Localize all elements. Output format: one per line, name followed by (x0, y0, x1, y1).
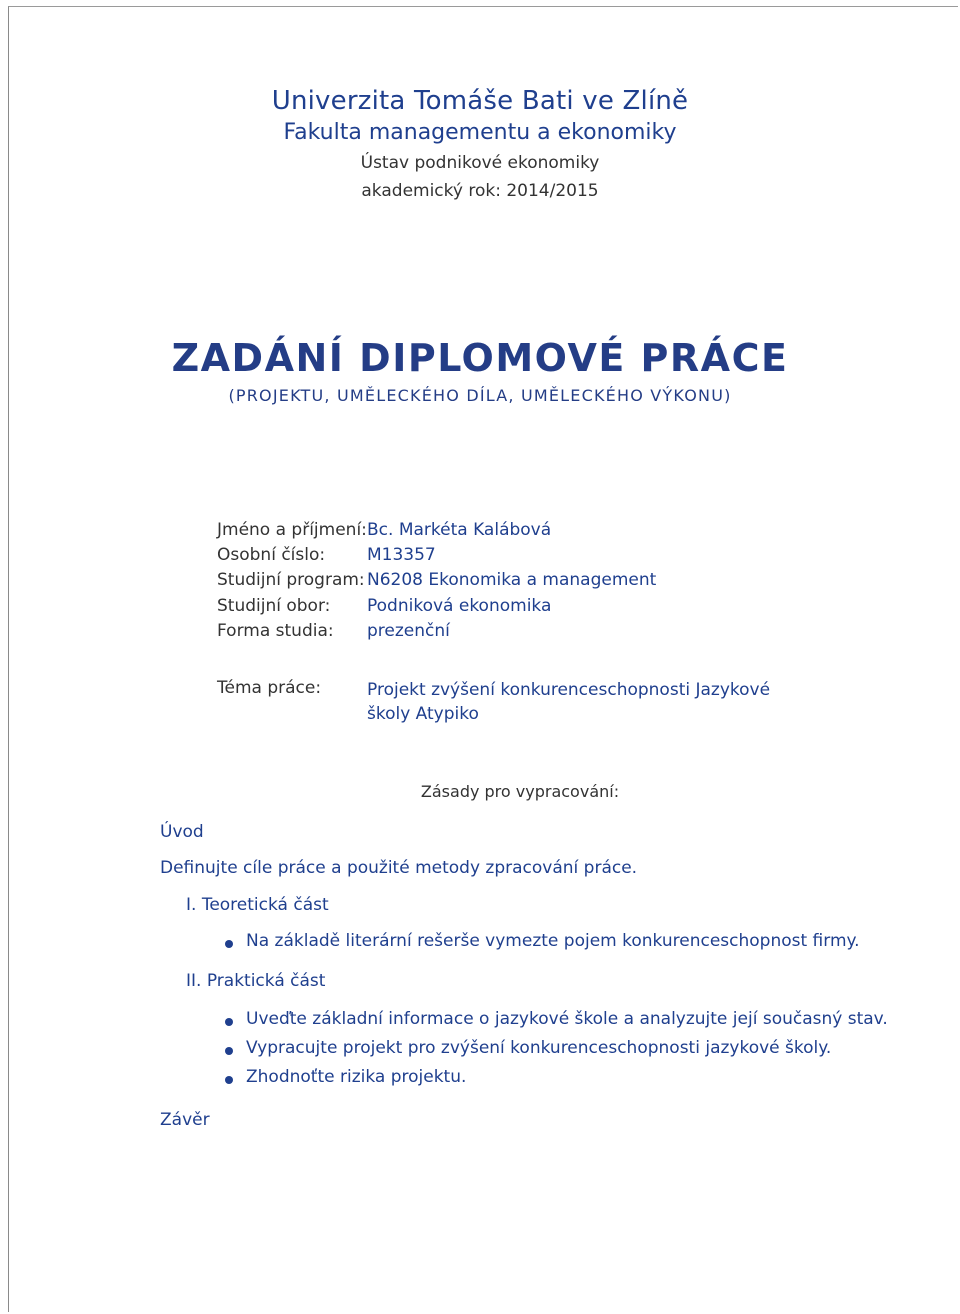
name-value: Bc. Markéta Kalábová (367, 520, 552, 540)
bullet-icon (225, 1018, 233, 1026)
form-value: prezenční (367, 621, 450, 641)
field-value: Podniková ekonomika (367, 596, 552, 616)
bullet-icon (225, 1076, 233, 1084)
part2-item: Zhodnoťte rizika projektu. (246, 1067, 467, 1087)
conclusion-heading: Závěr (160, 1110, 210, 1130)
part2-item: Vypracujte projekt pro zvýšení konkurenceschopnosti jazykové školy. (246, 1038, 832, 1058)
academic-year: akademický rok: 2014/2015 (361, 181, 599, 201)
intro-heading: Úvod (160, 822, 204, 842)
id-value: M13357 (367, 545, 436, 565)
document-subtitle: (PROJEKTU, UMĚLECKÉHO DÍLA, UMĚLECKÉHO VÝKONU) (228, 386, 732, 405)
name-label: Jméno a příjmení: (217, 520, 367, 540)
topic-label: Téma práce: (217, 678, 322, 698)
university-name: Univerzita Tomáše Bati ve Zlíně (271, 86, 689, 116)
field-label: Studijní obor: (217, 596, 331, 616)
part2-item: Uveďte základní informace o jazykové škole a analyzujte její současný stav. (246, 1009, 888, 1029)
program-label: Studijní program: (217, 570, 365, 590)
id-label: Osobní číslo: (217, 545, 326, 565)
program-value: N6208 Ekonomika a management (367, 570, 657, 590)
form-label: Forma studia: (217, 621, 334, 641)
institute-name: Ústav podnikové ekonomiky (360, 153, 600, 173)
bullet-icon (225, 940, 233, 948)
intro-text: Definujte cíle práce a použité metody zpracování práce. (160, 858, 638, 878)
part1-item: Na základě literární rešerše vymezte pojem konkurenceschopnost firmy. (246, 931, 860, 951)
guidelines-heading: Zásady pro vypracování: (420, 782, 620, 801)
part2-heading: II. Praktická část (186, 971, 326, 991)
topic-value: Projekt zvýšení konkurenceschopnosti Jazykové školy Atypiko (367, 680, 771, 724)
faculty-name: Fakulta managementu a ekonomiky (283, 120, 677, 145)
document-title: ZADÁNÍ DIPLOMOVÉ PRÁCE (171, 336, 789, 380)
page-border (8, 6, 958, 1312)
bullet-icon (225, 1047, 233, 1055)
part1-heading: I. Teoretická část (186, 895, 329, 915)
